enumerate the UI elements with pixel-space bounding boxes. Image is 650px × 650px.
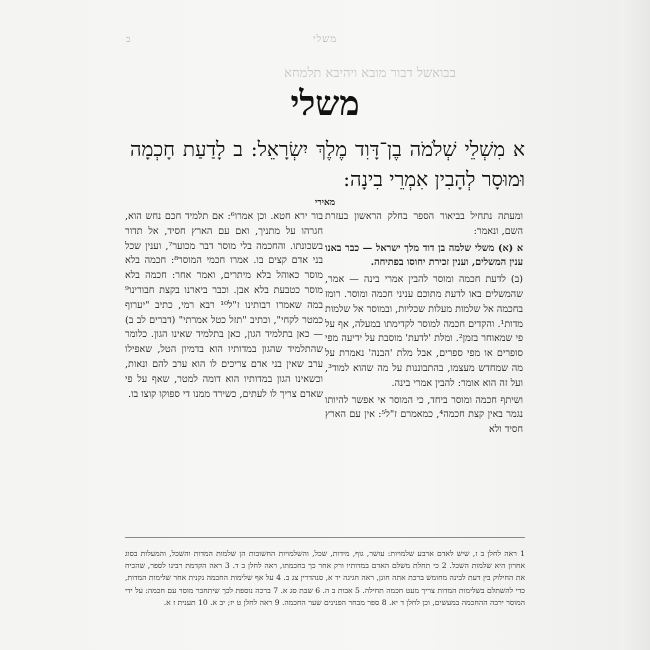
footnote-divider bbox=[125, 537, 525, 538]
footnotes bbox=[125, 548, 525, 609]
commentary-paragraph: בור ירא חטא. וכן אמרו⁶: אם תלמיד חכם נחש הוא, חגרהו על מתניך, ואם עם הארץ חסיד, אל תדור בשכונתו. והחכמה בלי מוסר דבר מכוער⁷, וענין שכל בני אדם קצים בו. אמרו חכמי המוסר⁸: חכמה בלא מוסר כאוהל בלא מיתרים, ואמר אחר: חכמה בלא מוסר כטבעת בלא אבן. וכבר ביארנו בקצת חבורינו⁹ במה שאמרו רבותינו ז"ל¹⁰ רבא רמי, כתיב "יערוף כמטר לקחי", וכתיב "תזל כטל אמרתי" (דברים לב ב) — כאן בתלמיד הגון, כאן בתלמיד שאינו הגון. כלומר שהתלמיד שהגון במדותיו הוא בדמיון הטל, שאפילו ערב שאין בני אדם צריכים לו הוא ערב להם ונאות, וכשאינו הגון במדותיו הוא דומה למטר, שאף על פי שאדם צריך לו לעתים, כשירד ממנו די ספוקו קוצו בו. bbox=[125, 211, 323, 400]
commentary-left-column bbox=[125, 210, 323, 404]
commentary-paragraph: ושיתף חכמה ומוסר ביחד, כי המוסר אי אפשר להיותו נגמר באין קצת חכמה⁴, כמאמרם ז"ל⁵: אין עם הארץ חסיד ולא bbox=[325, 394, 523, 436]
commentary-paragraph: א (א) משלי שלמה בן דוד מלך ישראל — כבר באנו ענין המשלים, וענין זכירת יחוסו בפתיחה. bbox=[325, 242, 523, 269]
commentary-paragraph: ומעתה נתחיל בביאור הספר בחלק הראשון בעזרת השם, ונאמר: bbox=[325, 211, 523, 237]
commentary-right-column bbox=[325, 210, 523, 440]
commentary-paragraph: (ב) לדעת חכמה ומוסר להבין אמרי בינה — אמר, שהמשלים באו לדעת מתוכם עניני חכמה ומוסר. רומז בחכמה אל שלמות מעלות שכליות, ובמוסר אל שלמות מדות¹. והקדים חכמה למוסר לקדימתו במעלה, אף על פי שמאוחר בזמן². ומלת 'לדעת' מוסבת על ידיעה מפי סופרים או מפי ספרים, אבל מלת 'הבנה' נאמרת על מה שמחדש מעצמו, בהתבוננות על מה שהוא למוד³, ועל זה הוא אומר: להבין אמרי בינה. bbox=[325, 274, 523, 389]
verse-text: א מִשְׁלֵי שְׁלֹמֹה בֶן־דָּוִד מֶלֶךְ יִשְׂרָאֵל: ב לָדַעַת חָכְמָה וּמוּסָר לְהָבִין אִמְרֵי בִינָה: bbox=[130, 137, 525, 191]
commentator-heading: מאירי bbox=[314, 198, 336, 208]
book-title: משלי bbox=[290, 84, 360, 124]
bleed-through-line: בבואשל דבור מובא ויהיבא תלמחא bbox=[284, 66, 456, 81]
page-number: ב bbox=[126, 35, 131, 45]
running-head: משלי bbox=[312, 34, 338, 45]
footnote-text: 1 ראה לחלן ב ז, שיש לאדם ארבע שלמויות: עושר, גוף, מידות, שכל, והשלמויות החשובות הן שלמות המדות והשכל, והמעלות בסוג אחרון היא שלמות השכל. 2 כי תחלת משלם האדם במדותיו ורק אחר כך בחכמתו, ראה לחלן ב ד. 3 ראה הקדמת רבינו לספר, שהכיח את החילוק בין דעת לבינה מחומש ברכת אתה חונן, ראה חגיגה יד א, סנהדרין צג ב. 4 על אף שלימות החכמה נקנית אחר שלימות המדות, כדי להשתלם בשלימות המדות צריך מעט חכמה תחילה. 5 אבות ב ה. 6 שבת סג א. 7 ברכה נוספת לכך שיתחבר מוסר עם חכמה: על ידי המוסר ירבה ההחכמה במעשים, וכן לחלן ד יא. 8 ספר מבחר הפנינים שער החכמה. 9 ראה לחלן ט יז; יב א. 10 תענית ז א. bbox=[125, 549, 526, 607]
